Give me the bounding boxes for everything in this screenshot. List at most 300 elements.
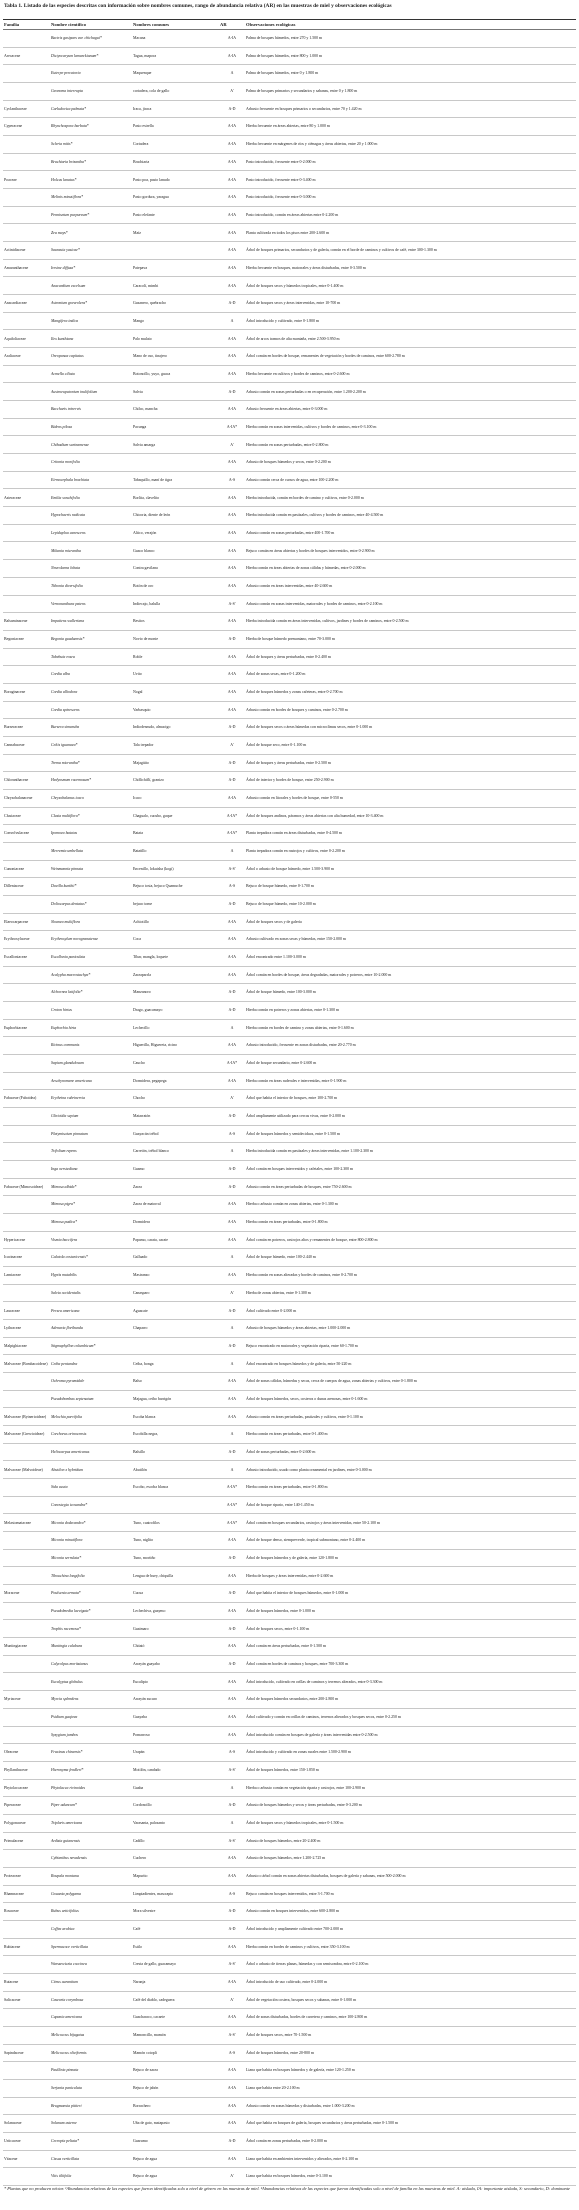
- table-cell-common-name: Varasanta, palosanto: [133, 1820, 165, 1825]
- table-cell-scientific-name: Muntingia calabura: [51, 1644, 83, 1649]
- table-cell-observation: Arbusto de bosques húmedos, entre 20-2.400 m: [246, 1838, 321, 1843]
- table-cell-family: [3, 2080, 50, 2097]
- table-cell-common-name: Cadillo: [133, 1838, 145, 1843]
- table-cell-family: [3, 1161, 50, 1178]
- table-cell-observation: Hierba introducida común en pastizales y áreas intervenidas, entre 1.100-2.300 m: [246, 1149, 373, 1154]
- table-cell-scientific-name: Saurauia yasicae*: [51, 248, 80, 253]
- table-cell-ar: A-S: [228, 884, 236, 889]
- table-cell-common-name: Maíz: [133, 230, 141, 235]
- table-cell-observation: Palma de bosques húmedos, entre 800 y 1.000 m: [246, 53, 323, 58]
- table-cell-common-name: Cucua: [133, 1591, 143, 1596]
- table-cell-scientific-name: Mimosa pudica*: [51, 1220, 78, 1225]
- table-cell-observation: Árbol o arbusto de bosque húmedo, entre 1.500-3.900 m: [246, 866, 335, 871]
- table-cell-family: Chrysobalanaceae: [4, 796, 33, 801]
- table-cell-common-name: Uvito: [133, 672, 142, 677]
- table-cell-scientific-name: Hieronyma fendleri*: [51, 1767, 84, 1772]
- table-cell-observation: Hierba común en bordes de camino y zonas abiertas, entre 0-1.600 m: [246, 1025, 354, 1030]
- table-cell-family: [3, 1444, 50, 1461]
- table-cell-scientific-name: Melinis minutiflora*: [51, 195, 84, 200]
- table-cell-ar: A-D: [228, 636, 236, 641]
- table-cell-observation: Árbol que habita el interior de bosques, entre 100-2.700 m: [246, 1096, 338, 1101]
- table-cell-common-name: Pacunga: [133, 424, 147, 429]
- table-cell-scientific-name: Gouania polygama: [51, 1891, 81, 1896]
- table-cell-ar: A-IA: [227, 1202, 237, 1207]
- table-cell-scientific-name: Stigmaphyllon columbicum*: [51, 1343, 96, 1348]
- table-row: [3, 1391, 576, 1409]
- table-cell-observation: Árbol de bosques secos y áreas intervenidas, entre 10-700 m: [246, 301, 341, 306]
- table-cell-observation: Hierba introducida, común en bordes de camino y cultivos, entre 0-2.000 m: [246, 495, 364, 500]
- table-row: [3, 702, 576, 720]
- table-cell-common-name: Escoba blanca: [133, 1414, 156, 1419]
- table-row: [3, 1355, 576, 1373]
- table-row: [3, 878, 576, 896]
- table-cell-scientific-name: Miconia minutiflora: [51, 1538, 83, 1543]
- table-cell-observation: Arbusto común en áreas perturbadas, pastizales y cultivos, entre 0-1.100 m: [246, 1414, 363, 1419]
- header-ecological-observations: Observaciones ecológicas: [246, 22, 296, 27]
- table-row: [3, 1903, 576, 1921]
- table-cell-observation: Arbusto común en litorales y bordes de bosque, entre 0-550 m: [246, 796, 343, 801]
- table-cell-ar: A': [230, 89, 234, 94]
- table-cell-observation: Árbol de bosques secos y húmedos tropicales, entre 0-1.400 m: [246, 283, 344, 288]
- table-row: [3, 1921, 576, 1939]
- table-cell-scientific-name: Fraxinus chinensis*: [51, 1750, 83, 1755]
- table-cell-ar: A-IA: [227, 937, 237, 942]
- table-cell-common-name: Higuerilla, Higuereta, ricino: [133, 1043, 178, 1048]
- table-row: [3, 1709, 576, 1727]
- table-cell-scientific-name: Brugmansia pittieri: [51, 2103, 82, 2108]
- table-row: [3, 65, 576, 83]
- table-cell-ar: A-S: [228, 1750, 236, 1755]
- table-cell-common-name: Brachiaria: [133, 159, 150, 164]
- table-cell-ar: A-D: [228, 1626, 236, 1631]
- table-cell-scientific-name: Melochia parvifolia: [51, 1414, 83, 1419]
- table-cell-observation: Bejuco de bosque húmedo, entre 10-2.000 m: [246, 902, 316, 907]
- table-cell-family: Phytolaccaceae: [4, 1785, 28, 1790]
- table-row: [3, 790, 576, 808]
- table-cell-common-name: Mano de oso, tinajero: [133, 354, 167, 359]
- table-cell-ar: A-IA: [227, 1273, 237, 1278]
- table-row: [3, 2009, 576, 2027]
- table-cell-ar: A: [230, 1361, 234, 1366]
- table-cell-scientific-name: Alchornea latifolia*: [51, 990, 83, 995]
- table-cell-common-name: Indiecajo, balulla: [133, 601, 161, 606]
- table-cell-observation: Arbusto de bosques húmedos y secos, entre 0-2.200 m: [246, 460, 331, 465]
- table-row: [3, 472, 576, 490]
- table-cell-ar: A-IA: [227, 1220, 237, 1225]
- table-row: [3, 1780, 576, 1798]
- table-row: [3, 560, 576, 578]
- table-cell-common-name: Bejuco de jabón: [133, 2086, 159, 2091]
- table-row: [3, 1497, 576, 1515]
- table-cell-ar: A-IA*: [226, 1061, 238, 1066]
- table-cell-scientific-name: Syzygium jambos: [51, 1732, 78, 1737]
- table-cell-observation: Hierba de bosques y áreas intervenidas, entre 0-2.600 m: [246, 1573, 334, 1578]
- table-cell-common-name: Guayacán trébol: [133, 1131, 159, 1136]
- table-cell-family: Icacinaceae: [4, 1255, 23, 1260]
- table-cell-common-name: Roble: [133, 654, 143, 659]
- table-row: [3, 1373, 576, 1391]
- table-cell-common-name: Guaimaro: [133, 1626, 149, 1631]
- table-cell-common-name: Cresta de gallo, guacamayo: [133, 1962, 176, 1967]
- table-row: [3, 2098, 576, 2116]
- table-cell-observation: Árbol de bosques secos y de galería: [246, 919, 302, 924]
- table-cell-scientific-name: Oreopanax capitatus: [51, 354, 84, 359]
- table-cell-ar: A-D: [228, 990, 236, 995]
- table-cell-common-name: Mapurito: [133, 1874, 148, 1878]
- table-cell-ar: A-IA: [227, 2121, 237, 2126]
- table-cell-ar: A-IA*: [226, 1485, 238, 1490]
- table-row: [3, 1161, 576, 1179]
- table-cell-ar: A': [230, 1096, 234, 1101]
- table-cell-observation: Arbusto introducido, frecuente en zonas disturbadas, entre 20-2.770 m: [246, 1043, 356, 1048]
- table-cell-ar: A-IA: [227, 548, 237, 553]
- table-cell-ar: A-IA: [227, 460, 237, 465]
- table-cell-family: [3, 649, 50, 666]
- table-cell-family: Malvaceae (Bombacoideae): [4, 1361, 48, 1366]
- table-cell-scientific-name: Erythroxylum novogranatense: [51, 937, 99, 942]
- table-cell-family: [3, 1391, 50, 1408]
- table-cell-common-name: Botoncillo, yuyo, guaca: [133, 371, 171, 376]
- table-cell-common-name: Naranja: [133, 1980, 146, 1985]
- table-cell-scientific-name: Piper aduncum*: [51, 1803, 77, 1808]
- table-cell-scientific-name: Hedyosmum racemosum*: [51, 778, 92, 783]
- table-cell-family: [3, 277, 50, 294]
- table-cell-ar: A': [230, 1997, 234, 2002]
- table-cell-scientific-name: Acmella ciliata: [51, 371, 75, 376]
- table-cell-common-name: Encenillo, lokuisha (kogi): [133, 866, 174, 871]
- table-cell-family: [3, 560, 50, 577]
- table-cell-ar: A-IA: [227, 1078, 237, 1083]
- table-cell-scientific-name: Baccharis trinervis: [51, 407, 81, 412]
- table-cell-ar: A: [230, 1255, 234, 1260]
- table-cell-common-name: Iraca, jiraca: [133, 106, 152, 111]
- table-cell-scientific-name: Carludovica palmata*: [51, 106, 87, 111]
- table-cell-family: [3, 1620, 50, 1637]
- table-cell-family: Fabaceae (Faboidea): [4, 1096, 37, 1101]
- table-cell-common-name: Varbasquio: [133, 707, 151, 712]
- table-cell-observation: Árbol de bosques húmedos y semideciduos, entre 0-1.500 m: [246, 1131, 341, 1136]
- table-cell-ar: A-D: [228, 1591, 236, 1596]
- table-cell-common-name: Matarratón: [133, 1114, 151, 1119]
- table-cell-family: Rhamnaceae: [4, 1891, 24, 1896]
- table-cell-observation: Árbol de zonas disturbadas, bordes de carretera y caminos, entre 100-2.800 m: [246, 2015, 368, 2020]
- table-cell-scientific-name: Bidens pilosa: [51, 424, 73, 429]
- table-cell-family: [3, 1850, 50, 1867]
- table-cell-observation: Árbol de zonas cálidas, húmedas y secas, cerca de cuerpos de agua, zonas abiertas y cultivos, entre 0-1.800 m: [246, 1379, 417, 1384]
- table-cell-common-name: Escobilla negra,: [133, 1432, 159, 1437]
- table-cell-observation: Arbusto frecuente en bosques primarios o secundarios, entre 70 y 1.420 m: [246, 106, 362, 111]
- table-cell-scientific-name: Coffea arabica: [51, 1927, 75, 1932]
- table-cell-common-name: Guaco blanco: [133, 548, 155, 553]
- table-cell-common-name: Majagua, ceibo barrigón: [133, 1396, 172, 1401]
- table-cell-observation: Árbol común en zonas perturbadas, entre 0-2.000 m: [246, 2139, 327, 2144]
- table-cell-ar: A-IA: [227, 2103, 237, 2108]
- table-cell-common-name: Tabaquillo, maní de tigra: [133, 477, 173, 482]
- table-cell-family: [3, 1727, 50, 1744]
- table-cell-scientific-name: Davilla kunthii*: [51, 884, 77, 889]
- table-cell-family: [3, 1567, 50, 1584]
- table-cell-observation: Árbol de bosques húmedos y de galería, entre 120-1.800 m: [246, 1555, 338, 1560]
- table-cell-family: Balsaminaceae: [4, 619, 28, 624]
- table-cell-common-name: Chitató: [133, 1644, 145, 1649]
- table-cell-observation: Bejuco de bosque húmedo, entre 0-1.700 m: [246, 884, 314, 889]
- table-cell-ar: A-D: [228, 725, 236, 730]
- table-row: [3, 525, 576, 543]
- table-cell-common-name: Pasto poa, pasto lanudo: [133, 177, 170, 182]
- table-row: [3, 808, 576, 826]
- table-cell-scientific-name: Aeschynomene americana: [51, 1078, 92, 1083]
- table-cell-family: [3, 843, 50, 860]
- table-row: [3, 1532, 576, 1550]
- table-cell-scientific-name: Calycolpus moritzianus: [51, 1661, 88, 1666]
- table-cell-ar: A: [230, 1326, 234, 1331]
- table-cell-observation: Árbol de bosques y áreas perturbadas, entre 0-2.400 m: [246, 654, 331, 659]
- table-cell-scientific-name: Euterpe precatoria: [51, 71, 81, 76]
- table-cell-scientific-name: Salvia occidentalis: [51, 1290, 81, 1295]
- table-cell-family: [3, 30, 50, 47]
- table-cell-family: Amaranthaceae: [4, 265, 29, 270]
- table-row: [3, 2151, 576, 2169]
- table-cell-common-name: Arrayán guayabo: [133, 1661, 160, 1666]
- table-cell-scientific-name: Trifolium repens: [51, 1149, 77, 1154]
- table-cell-common-name: Dormidera, pegapega: [133, 1078, 167, 1083]
- table-cell-family: Sapindaceae: [4, 2050, 24, 2055]
- table-cell-observation: Pasto introducido, frecuente entre 0-3.400 m: [246, 177, 316, 182]
- table-cell-ar: A-IA: [227, 796, 237, 801]
- table-cell-observation: Árbol cultivado entre 0-2.000 m: [246, 1308, 297, 1313]
- table-row: [3, 843, 576, 861]
- table-cell-common-name: Guacharaco, cacaete: [133, 2015, 165, 2020]
- table-cell-family: Rosaceae: [4, 1909, 19, 1914]
- table-cell-ar: A-IA: [227, 36, 237, 41]
- table-cell-common-name: Salvia amarga: [133, 442, 156, 447]
- table-cell-common-name: Borlita, clavelito: [133, 495, 160, 500]
- table-row: [3, 207, 576, 225]
- table-row: [3, 260, 576, 278]
- table-cell-scientific-name: Rubus urticifolius: [51, 1909, 79, 1914]
- table-cell-observation: Pasto introducido, frecuente entre 0-3.000 m: [246, 195, 316, 200]
- table-cell-ar: A-S': [228, 866, 236, 871]
- table-cell-scientific-name: Erythrina rubrinervia: [51, 1096, 86, 1101]
- table-cell-ar: A-IA: [227, 1396, 237, 1401]
- table-cell-scientific-name: Escallonia paniculata: [51, 955, 86, 960]
- table-cell-observation: Árbol introducido, cultivado en orillas de caminos y terrenos alterados, entre 0-3.300 m: [246, 1679, 383, 1684]
- table-cell-observation: Planta cultivada en todos los pisos entre 200-2.600 m: [246, 230, 330, 235]
- table-cell-ar: A-D: [228, 1343, 236, 1348]
- table-cell-common-name: Palo mulato: [133, 336, 152, 341]
- table-cell-family: Solanaceae: [4, 2121, 22, 2126]
- table-cell-observation: Arbusto común en bosques intervenidos, entre 600-2.800 m: [246, 1909, 340, 1914]
- table-cell-scientific-name: Abutilon x hybridum: [51, 1467, 83, 1472]
- table-row: [3, 1868, 576, 1886]
- table-cell-scientific-name: Bursera simaruba: [51, 725, 80, 730]
- table-cell-scientific-name: Ceiba pentandra: [51, 1361, 78, 1366]
- table-cell-common-name: Ceiba, bonga: [133, 1361, 154, 1366]
- table-cell-family: Malpighiaceae: [4, 1343, 27, 1348]
- table-cell-family: Myrtaceae: [4, 1697, 21, 1702]
- table-cell-scientific-name: Cordia alba: [51, 672, 70, 677]
- table-cell-family: Convolvulaceae: [4, 831, 30, 836]
- table-row: [3, 684, 576, 702]
- table-row: [3, 772, 576, 790]
- table-cell-common-name: Caucho: [133, 1061, 145, 1066]
- table-header: [3, 20, 576, 30]
- table-cell-family: [3, 1285, 50, 1302]
- table-cell-observation: Hierba común en zonas alteradas y bordes de caminos, entre 0-2.700 m: [246, 1273, 357, 1278]
- table-cell-common-name: Papamo, carata, carate: [133, 1237, 168, 1242]
- table-row: [3, 2062, 576, 2080]
- table-cell-family: Anacardiaceae: [4, 301, 27, 306]
- table-cell-common-name: Batatillo: [133, 849, 147, 854]
- table-row: [3, 1214, 576, 1232]
- table-cell-scientific-name: Sapium glandulosum: [51, 1061, 84, 1066]
- table-cell-observation: Árbol encontrado entre 1.100-3.000 m: [246, 955, 306, 960]
- table-cell-family: [3, 401, 50, 418]
- table-cell-observation: Hierba o arbusto común en vegetación riparia y rastrojos, entre 100-2.900 m: [246, 1785, 365, 1790]
- table-row: [3, 1833, 576, 1851]
- table-row: [3, 914, 576, 932]
- table-cell-common-name: Café del diablo, cadeguera: [133, 1997, 175, 2002]
- table-cell-ar: A: [230, 1432, 234, 1437]
- table-cell-observation: Hierba común en zonas intervenidas, cultivos y bordes de caminos, entre 0-3.100 m: [246, 424, 377, 429]
- table-cell-ar: A-IA: [227, 955, 237, 960]
- table-cell-observation: Hierba común en zonas perturbadas, entre 0-2.800 m: [246, 442, 329, 447]
- table-cell-ar: A: [230, 1820, 234, 1825]
- table-cell-family: [3, 1497, 50, 1514]
- table-cell-common-name: Cordoncillo: [133, 1803, 152, 1808]
- table-cell-observation: Árbol de bosques primarios, secundarios y de galería, común en el borde de caminos y cultivos de café, entre 300-1.300 m: [246, 248, 437, 253]
- table-cell-common-name: [132, 454, 219, 471]
- table-row: [3, 931, 576, 949]
- table-row: [3, 578, 576, 596]
- table-cell-family: Clusiaceae: [4, 813, 21, 818]
- table-cell-observation: Árbol de bosque húmedo, entre 100-3.000 m: [246, 990, 316, 995]
- table-cell-ar: A-S: [228, 2050, 236, 2055]
- table-cell-family: [3, 383, 50, 400]
- table-row: [3, 224, 576, 242]
- table-cell-ar: A-S': [228, 1838, 236, 1843]
- table-cell-observation: Árbol que habita el interior de bosques húmedos, entre 0-1.000 m: [246, 1591, 349, 1596]
- table-cell-family: [3, 1603, 50, 1620]
- table-row: [3, 1055, 576, 1073]
- table-row: [3, 507, 576, 525]
- table-cell-ar: A-D: [228, 106, 236, 111]
- table-cell-family: Euphorbiaceae: [4, 1025, 28, 1030]
- table-cell-observation: Árbol de vegetación costera, bosques secos y sabanas, entre 0-1.000 m: [246, 1997, 357, 2002]
- table-cell-scientific-name: Solanum asteroe: [51, 2121, 77, 2126]
- table-cell-common-name: Novio de monte: [133, 636, 159, 641]
- table-cell-ar: A-IA: [227, 371, 237, 376]
- table-cell-common-name: Carretón, trébol blanco: [133, 1149, 169, 1154]
- table-cell-ar: A-D: [228, 389, 236, 394]
- table-cell-family: Rubiaceae: [4, 1944, 21, 1949]
- table-cell-ar: A-D: [228, 760, 236, 765]
- table-cell-scientific-name: Sloanea multiflora: [51, 919, 81, 924]
- table-row: [3, 118, 576, 136]
- table-cell-scientific-name: Ochroma pyramidale: [51, 1379, 85, 1384]
- table-cell-ar: A-IA: [227, 248, 237, 253]
- table-cell-observation: Hierba frecuente en cultivos y bordes de caminos, entre 0-2.600 m: [246, 371, 350, 376]
- table-cell-common-name: Chaparro: [133, 1326, 148, 1331]
- table-cell-ar: A-IA*: [226, 424, 238, 429]
- table-footnote: * Plantas que no producen néctar. ¹Abundancias relativas de las especies que fueron identificadas solo a nivel de género en las muestras de miel. ²Abundancias relativas de las especies que fueron identificadas solo a nivel de familia en las muestras de miel. A: aislada, IA: importante aislada, S: secundario, D: dominante: [4, 2186, 570, 2191]
- table-cell-common-name: Chocho: [133, 1096, 146, 1101]
- table-cell-scientific-name: Adenaria floribunda: [51, 1326, 83, 1331]
- table-cell-common-name: Mamón cotopli: [133, 2050, 157, 2055]
- table-cell-observation: Árbol de bosque ripario, entre 140-1.450 m: [246, 1502, 314, 1507]
- table-cell-ar: A-IA: [227, 354, 237, 359]
- table-row: [3, 2027, 576, 2045]
- table-cell-scientific-name: Mangifera indica: [51, 318, 79, 323]
- table-cell-ar: A-D: [228, 1927, 236, 1932]
- table-row: [3, 348, 576, 366]
- table-cell-common-name: Tibar, mangla, loquete: [133, 955, 168, 960]
- table-cell-scientific-name: Pseudobombax septenatum: [51, 1396, 94, 1401]
- table-cell-common-name: Gusanero, quebracho: [133, 301, 167, 306]
- table-cell-ar: A-D: [228, 1661, 236, 1666]
- table-cell-ar: A-IA: [227, 530, 237, 535]
- table-row: [3, 1992, 576, 2010]
- table-cell-observation: Bejuco común en bosques intervenidos, entre 3-1.700 m: [246, 1891, 334, 1896]
- table-cell-ar: A-IA: [227, 513, 237, 518]
- table-cell-family: [3, 507, 50, 524]
- table-row: [3, 366, 576, 384]
- table-cell-ar: A: [230, 318, 234, 323]
- table-cell-observation: Hierba común en áreas perturbadas, entre 0-1.400 m: [246, 1432, 328, 1437]
- table-cell-scientific-name: Mimosa pigra*: [51, 1202, 75, 1207]
- table-cell-observation: Árbol de zonas secas, entre 0-1.200 m: [246, 672, 306, 677]
- table-cell-scientific-name: Warszewiczia coccinea: [51, 1962, 87, 1967]
- table-cell-observation: Hierba frecuente en bosques, matorrales y áreas disturbadas, entre 0-3.500 m: [246, 265, 366, 270]
- table-row: [3, 542, 576, 560]
- table-cell-ar: A-IA: [227, 919, 237, 924]
- table-row: [3, 1656, 576, 1674]
- table-cell-family: Lamiaceae: [4, 1273, 21, 1278]
- table-row: [3, 1285, 576, 1303]
- table-cell-common-name: Guaba: [133, 1785, 144, 1790]
- table-cell-common-name: Escobo, escoba blanca: [133, 1485, 169, 1490]
- table-cell-observation: Arbusto de bosques húmedos y secos y áreas perturbadas, entre 0-3.200 m: [246, 1803, 362, 1808]
- table-cell-observation: Hierba común en bordes de caminos y cultivos, entre 350-3.100 m: [246, 1944, 350, 1949]
- table-row: [3, 949, 576, 967]
- table-cell-common-name: Contra gavilana: [133, 566, 158, 571]
- table-cell-family: Lauraceae: [4, 1308, 20, 1313]
- table-cell-ar: A-S: [228, 1131, 236, 1136]
- table-cell-common-name: Tagua, mapora: [133, 53, 157, 58]
- table-cell-scientific-name: Ipomoea batatas: [51, 831, 78, 836]
- table-cell-ar: A-IA: [227, 654, 237, 659]
- table-cell-family: [3, 1921, 50, 1938]
- table-cell-common-name: Estilo: [133, 1944, 143, 1949]
- table-cell-family: Primulaceae: [4, 1838, 24, 1843]
- table-cell-common-name: Patepava: [133, 265, 148, 270]
- table-row: [3, 1320, 576, 1338]
- table-cell-scientific-name: Myrcia splendens: [51, 1697, 79, 1702]
- table-cell-family: [3, 313, 50, 330]
- table-cell-family: Moraceae: [4, 1591, 20, 1596]
- table-row: [3, 295, 576, 313]
- table-cell-scientific-name: Anacardium excelsum: [51, 283, 86, 288]
- table-cell-observation: Árbol de bosques húmedos secundarios, entre 200-2.800 m: [246, 1697, 339, 1702]
- table-caption: Tabla 1. Listado de las especies descritas con información sobre nombres comunes, rango de abundancia relativa (AR) en las muestras de miel y observaciones ecológicas: [4, 3, 392, 9]
- table-cell-scientific-name: Cissus verticillata: [51, 2156, 80, 2161]
- table-cell-observation: Árbol introducido y ampliamente cultivado entre 700-2.000 m: [246, 1927, 344, 1932]
- table-cell-observation: Árbol común en potreros, rastrojos altos y remanentes de bosque, entre 800-2.800 m: [246, 1237, 378, 1242]
- table-cell-scientific-name: Impatiens walleriana: [51, 619, 85, 624]
- table-row: [3, 383, 576, 401]
- table-cell-ar: A-IA: [227, 1608, 237, 1613]
- table-cell-family: Erythroxylaceae: [4, 937, 30, 942]
